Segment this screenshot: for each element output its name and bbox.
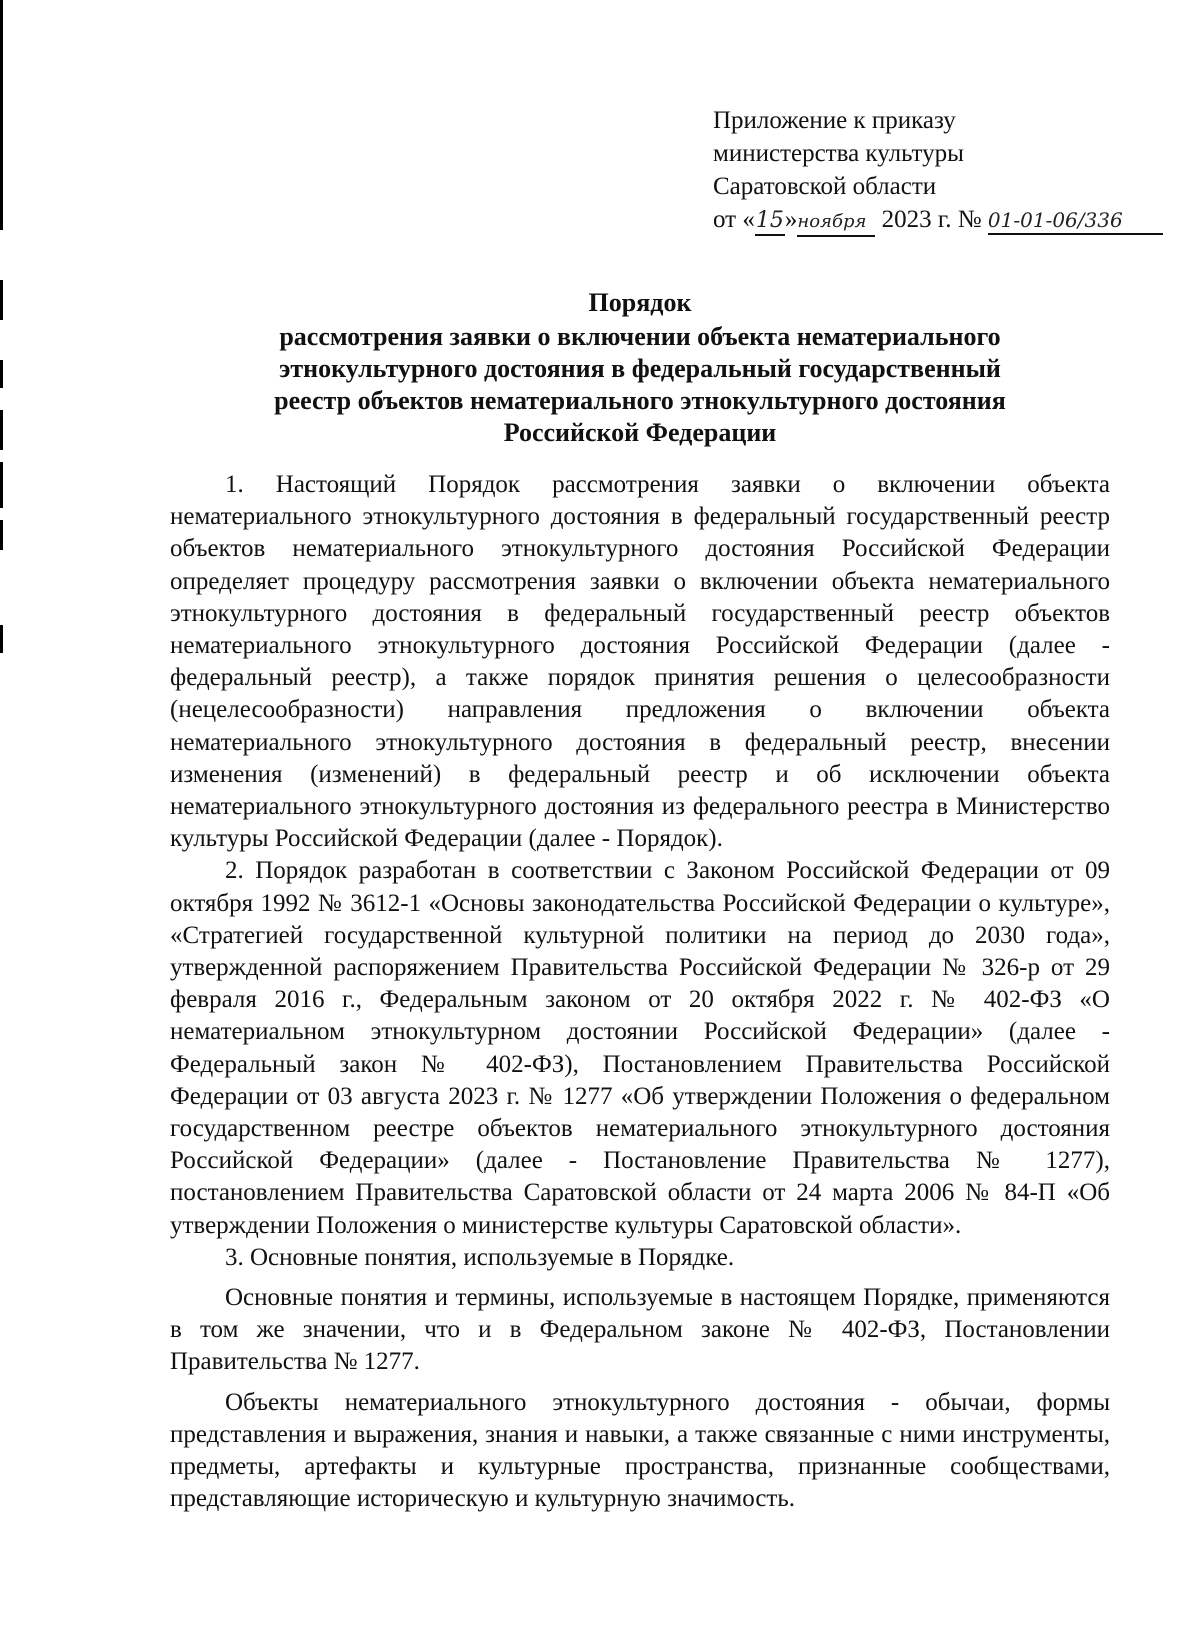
scan-edge-mark bbox=[0, 462, 3, 508]
date-mid: » bbox=[784, 206, 798, 233]
paragraph-4: Основные понятия и термины, используемые в настоящем Порядке, применяются в том же значении, что и в Федеральном законе № 402-ФЗ, Постановлении Правительства № 1277. bbox=[170, 1284, 1110, 1376]
paragraph-3: 3. Основные понятия, используемые в Порядке. bbox=[225, 1243, 735, 1271]
title-line: реестр объектов нематериального этнокультурного достояния bbox=[274, 386, 1006, 415]
paragraph-5: Объекты нематериального этнокультурного достояния - обычаи, формы представления и выражения, знания и навыки, а также связанные с ними инструменты, предметы, артефакты и культурные пространства, признанные сообществами, представляющие историческую и культурную значимость. bbox=[170, 1388, 1110, 1513]
appendix-line: министерства культуры bbox=[713, 140, 964, 167]
paragraph-1: 1. Настоящий Порядок рассмотрения заявки о включении объекта нематериального этнокультурного достояния в федеральный государственный реестр объектов нематериального этнокультурного достояния Российской Федерации определяет процедуру рассмотрения заявки о включении объекта нематериального этнокультурного достояния в федеральный государственный реестр объектов нематериального этнокультурного достояния Российской Федерации (далее - федеральный реестр), а также порядок принятия решения о целесообразности (нецелесообразности) направления предложения о включении объекта нематериального этнокультурного достояния в федеральный реестр, внесении изменения (изменений) в федеральный реестр и об исключении объекта нематериального этнокультурного достояния из федерального реестра в Министерство культуры Российской Федерации (далее - Порядок). bbox=[170, 471, 1110, 853]
scan-edge-mark bbox=[0, 625, 3, 653]
scan-edge-mark bbox=[0, 520, 3, 550]
document-title bbox=[170, 287, 1110, 449]
title-main: Порядок bbox=[588, 288, 692, 317]
appendix-note bbox=[713, 104, 1183, 237]
appendix-line: Саратовской области bbox=[713, 173, 937, 200]
date-prefix: от « bbox=[713, 206, 755, 233]
appendix-line: Приложение к приказу bbox=[713, 107, 956, 134]
document-body bbox=[170, 469, 1110, 1516]
scan-edge-mark bbox=[0, 280, 3, 320]
title-line: рассмотрения заявки о включении объекта нематериального bbox=[279, 322, 1001, 351]
appendix-date-line bbox=[713, 203, 1183, 237]
doc-number-handwritten: 01-01-06/336 bbox=[988, 207, 1163, 235]
scan-edge-mark bbox=[0, 360, 3, 388]
paragraph-2: 2. Порядок разработан в соответствии с Законом Российской Федерации от 09 октября 1992 № 3612-1 «Основы законодательства Российской Федерации о культуре», «Стратегией государственной культурной политики на период до 2030 года», утвержденной распоряжением Правительства Российской Федерации № 326-р от 29 февраля 2016 г., Федеральным законом от 20 октября 2022 г. № 402-ФЗ «О нематериальном этнокультурном достоянии Российской Федерации» (далее - Федеральный закон № 402-ФЗ), Постановлением Правительства Российской Федерации от 03 августа 2023 г. № 1277 «Об утверждении Положения о федеральном государственном реестре объектов нематериального этнокультурного достояния Российской Федерации» (далее - Постановление Правительства № 1277), постановлением Правительства Саратовской области от 24 марта 2006 № 84-П «Об утверждении Положения о министерстве культуры Саратовской области». bbox=[170, 857, 1110, 1239]
date-month-handwritten: ноября bbox=[797, 209, 875, 237]
title-line: Российской Федерации bbox=[503, 418, 777, 447]
date-year: 2023 г. № bbox=[881, 206, 982, 233]
scan-edge-mark bbox=[0, 0, 3, 230]
title-line: этнокультурного достояния в федеральный государственный bbox=[279, 354, 1001, 383]
scan-edge-mark bbox=[0, 410, 3, 450]
date-day-handwritten: 15 bbox=[755, 208, 785, 236]
